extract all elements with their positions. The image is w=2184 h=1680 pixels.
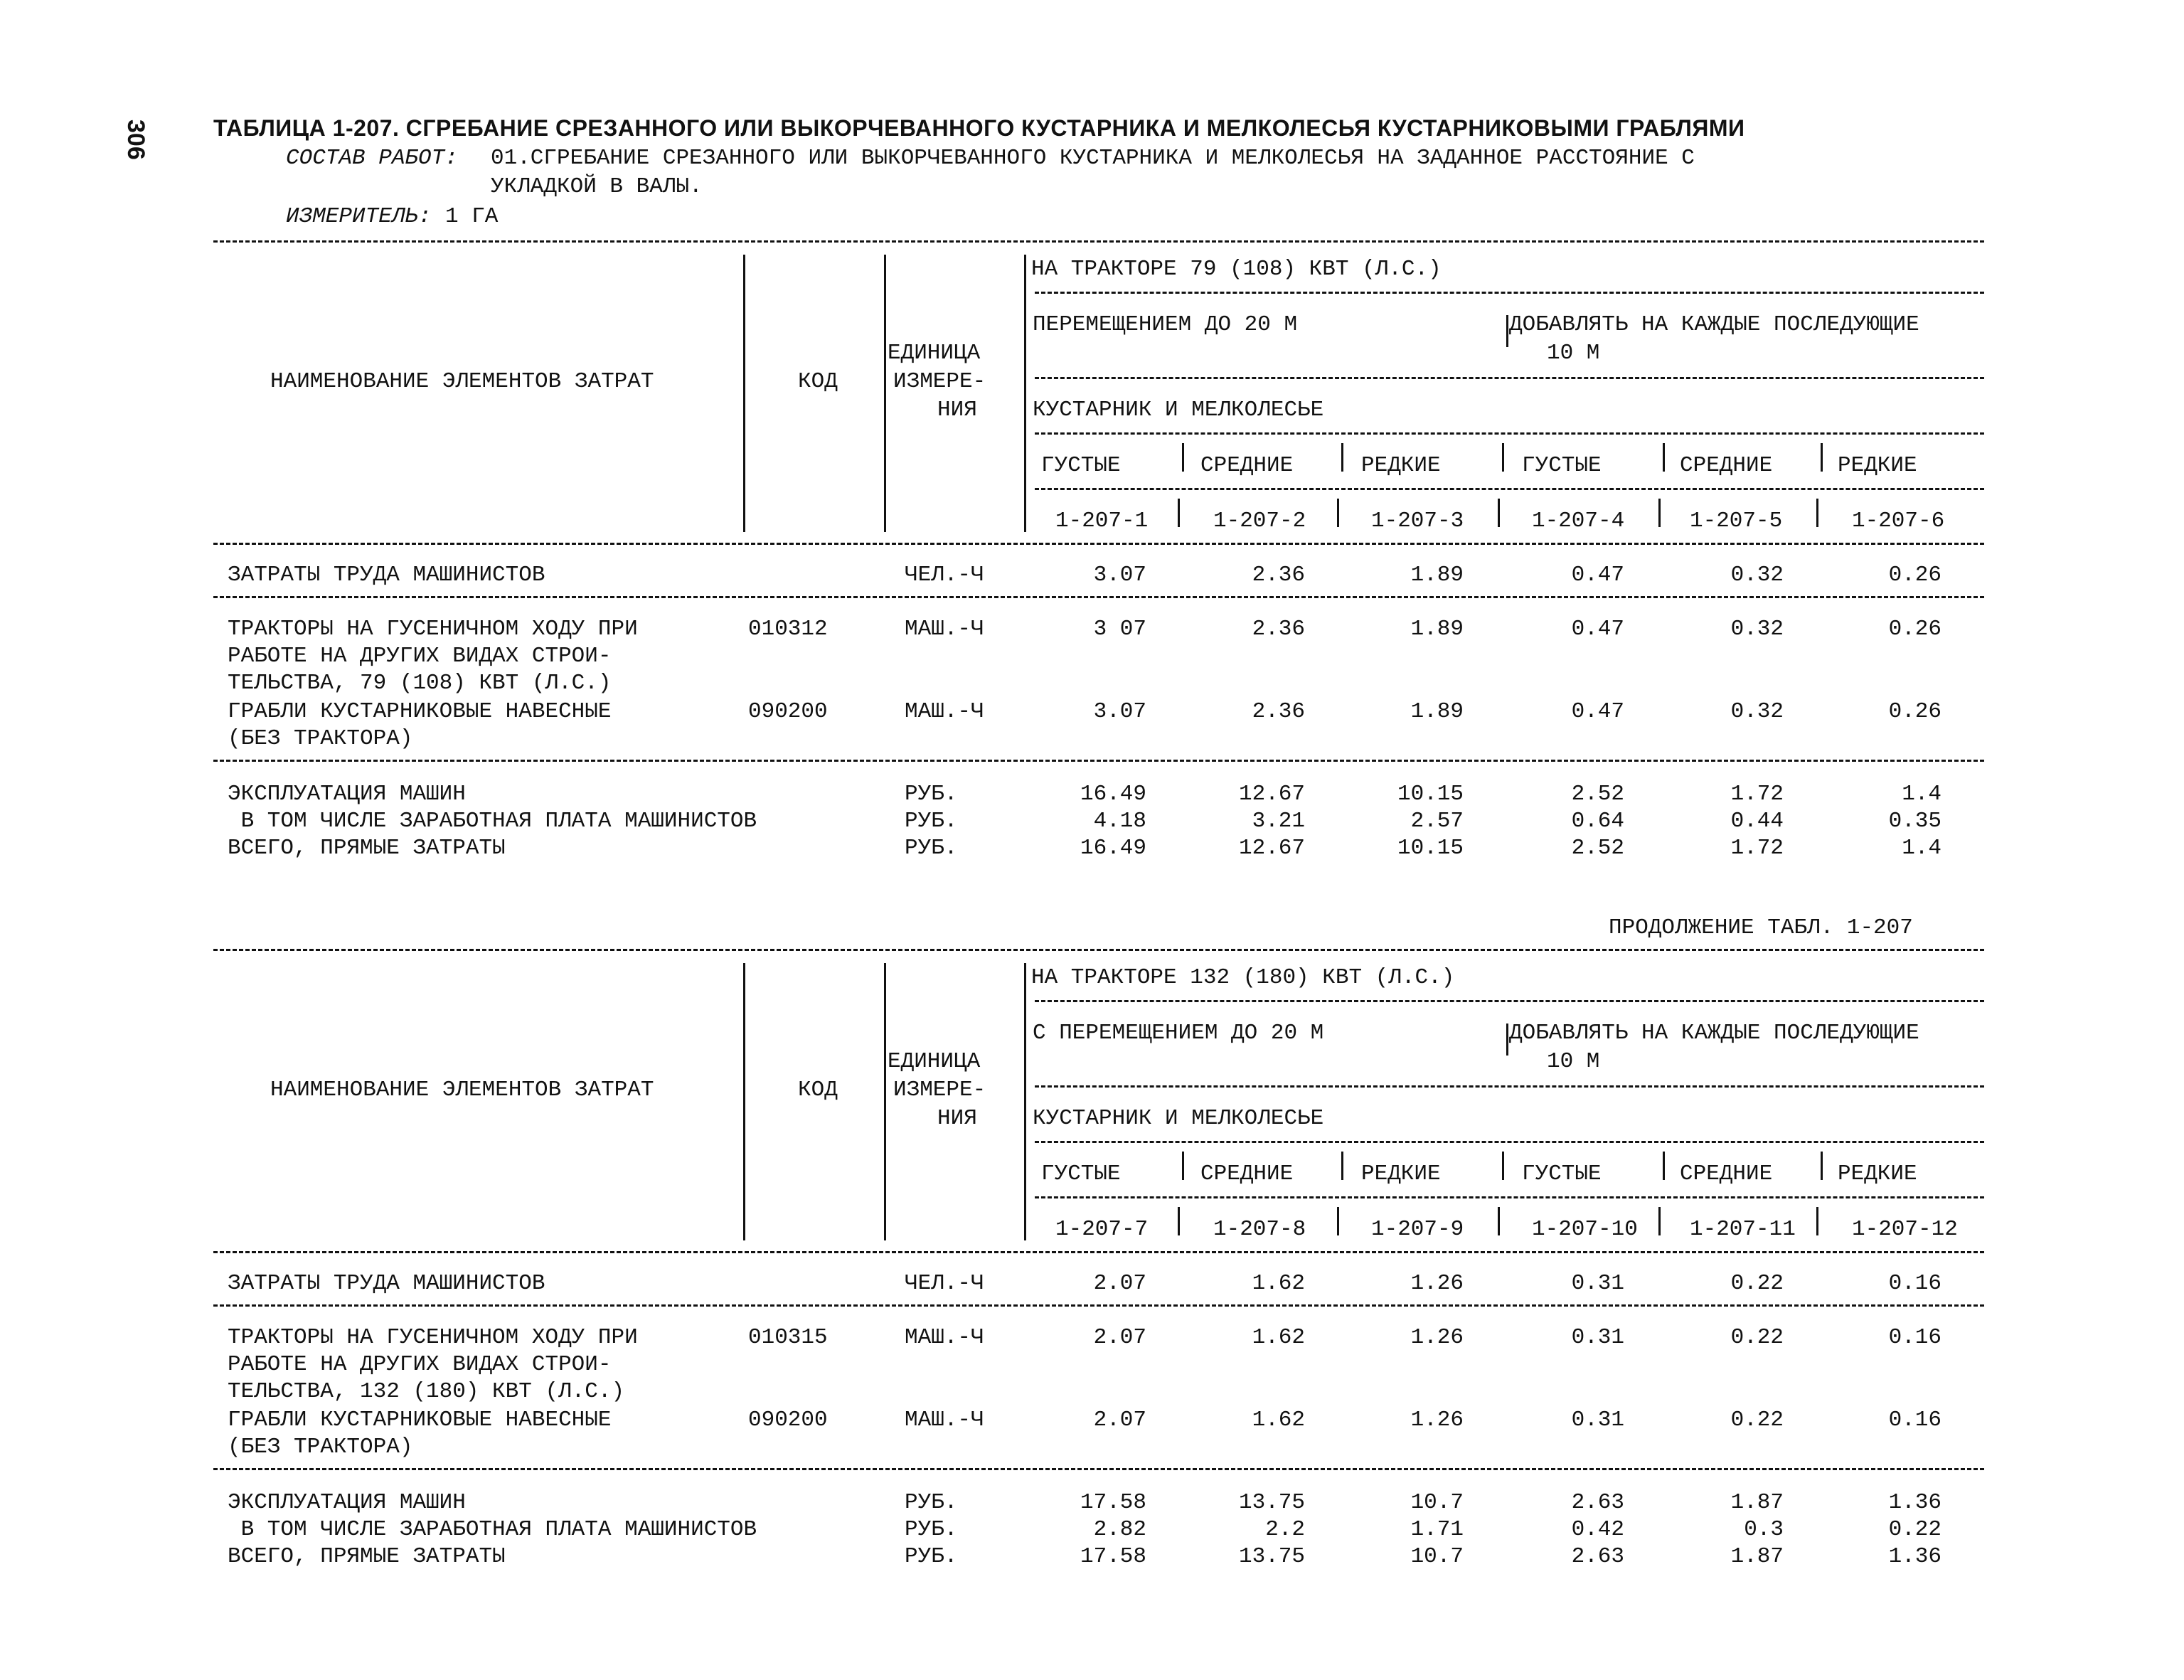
salary-row-name: В ТОМ ЧИСЛЕ ЗАРАБОТНАЯ ПЛАТА МАШИНИСТОВ (228, 1517, 757, 1542)
total-row-name: ВСЕГО, ПРЯМЫЕ ЗАТРАТЫ (228, 836, 506, 861)
tractor-header: НА ТРАКТОРЕ 79 (108) КВТ (Л.С.) (1031, 257, 1442, 282)
rakes-row-value: 0.32 (1730, 699, 1784, 724)
labor-row-value: 0.32 (1730, 563, 1784, 588)
salary-row-value: 2.2 (1265, 1517, 1305, 1542)
total-row-value: 1.87 (1730, 1544, 1784, 1569)
salary-row-value: 3.21 (1252, 809, 1305, 834)
rakes-row-unit: МАШ.-Ч (905, 1408, 984, 1432)
labor-row-value: 2.36 (1252, 563, 1305, 588)
density-header: ГУСТЫЕ (1522, 453, 1602, 478)
density-header: СРЕДНИЕ (1200, 453, 1294, 478)
rakes-row-value: 1.62 (1252, 1408, 1305, 1432)
tractors-row-name: РАБОТЕ НА ДРУГИХ ВИДАХ СТРОИ- (228, 1352, 612, 1377)
rate-code: 1-207-6 (1852, 509, 1945, 533)
tractors-row-name: ТРАКТОРЫ НА ГУСЕНИЧНОМ ХОДУ ПРИ (228, 1325, 638, 1350)
header-bottom-rule (213, 1251, 1984, 1253)
exploitation-row-unit: РУБ. (905, 782, 958, 807)
total-row-value: 10.7 (1410, 1544, 1464, 1569)
total-row-unit: РУБ. (905, 836, 958, 861)
unit-header-1: ЕДИНИЦА (888, 341, 981, 366)
total-row-value: 17.58 (1080, 1544, 1146, 1569)
total-row-value: 12.67 (1238, 836, 1305, 861)
tractors-row-value: 0.22 (1730, 1325, 1784, 1350)
exploitation-row-name: ЭКСПЛУАТАЦИЯ МАШИН (228, 782, 466, 807)
unit-header-1: ЕДИНИЦА (888, 1049, 981, 1074)
total-row-value: 13.75 (1238, 1544, 1305, 1569)
row-rule (213, 1468, 1984, 1470)
density-header: СРЕДНИЕ (1680, 1161, 1773, 1186)
rakes-row-name: (БЕЗ ТРАКТОРА) (228, 726, 413, 751)
rakes-row-value: 3.07 (1093, 699, 1146, 724)
add-header-2: 10 М (1547, 341, 1600, 366)
exploitation-row-value: 17.58 (1080, 1490, 1146, 1515)
labor-row-value: 3.07 (1093, 563, 1146, 588)
tractors-row-value: 0.47 (1571, 617, 1624, 642)
exploitation-row-value: 12.67 (1238, 782, 1305, 807)
col-rule-code (884, 963, 886, 1240)
col-rule-sub (1502, 1152, 1504, 1180)
rakes-row-value: 0.31 (1571, 1408, 1624, 1432)
tractors-row-code: 010312 (748, 617, 828, 642)
salary-row-value: 0.3 (1744, 1517, 1784, 1542)
sub-rule (1035, 1141, 1984, 1143)
rate-code: 1-207-5 (1690, 509, 1783, 533)
tractors-row-unit: МАШ.-Ч (905, 1325, 984, 1350)
rate-code: 1-207-9 (1371, 1217, 1464, 1242)
unit-header-3: НИЯ (937, 398, 977, 422)
tractors-row-name: ТЕЛЬСТВА, 132 (180) КВТ (Л.С.) (228, 1379, 625, 1404)
salary-row-value: 0.64 (1571, 809, 1624, 834)
exploitation-row-value: 16.49 (1080, 782, 1146, 807)
labor-row-value: 1.26 (1410, 1271, 1464, 1296)
col-rule-sub (1663, 1152, 1665, 1180)
exploitation-row-value: 2.63 (1571, 1490, 1624, 1515)
col-rule-sub (1821, 1152, 1823, 1180)
salary-row-value: 0.44 (1730, 809, 1784, 834)
tractors-row-unit: МАШ.-Ч (905, 617, 984, 642)
exploitation-row-value: 1.87 (1730, 1490, 1784, 1515)
unit-header-2: ИЗМЕРЕ- (893, 1078, 986, 1102)
shrub-header: КУСТАРНИК И МЕЛКОЛЕСЬЕ (1033, 1106, 1324, 1131)
col-rule-sub (1182, 1152, 1184, 1180)
labor-row-unit: ЧЕЛ.-Ч (905, 1271, 984, 1296)
total-row-value: 1.72 (1730, 836, 1784, 861)
labor-row-value: 0.22 (1730, 1271, 1784, 1296)
rakes-row-name: ГРАБЛИ КУСТАРНИКОВЫЕ НАВЕСНЫЕ (228, 1408, 612, 1432)
total-row-unit: РУБ. (905, 1544, 958, 1569)
move-header: ПЕРЕМЕЩЕНИЕМ ДО 20 М (1033, 312, 1298, 337)
rakes-row-name: ГРАБЛИ КУСТАРНИКОВЫЕ НАВЕСНЫЕ (228, 699, 612, 724)
total-row-name: ВСЕГО, ПРЯМЫЕ ЗАТРАТЫ (228, 1544, 506, 1569)
exploitation-row-value: 10.7 (1410, 1490, 1464, 1515)
labor-row-value: 0.16 (1888, 1271, 1941, 1296)
add-header-1: ДОБАВЛЯТЬ НА КАЖДЫЕ ПОСЛЕДУЮЩИЕ (1509, 1021, 1919, 1046)
rakes-row-value: 1.26 (1410, 1408, 1464, 1432)
exploitation-row-value: 1.72 (1730, 782, 1784, 807)
exploitation-row-value: 2.52 (1571, 782, 1624, 807)
tractor-header: НА ТРАКТОРЕ 132 (180) КВТ (Л.С.) (1031, 965, 1455, 990)
total-row-value: 16.49 (1080, 836, 1146, 861)
rate-code: 1-207-7 (1055, 1217, 1149, 1242)
code-header: КОД (798, 369, 838, 394)
meter-value: 1 ГА (445, 204, 499, 229)
composition-text-2: УКЛАДКОЙ В ВАЛЫ. (491, 174, 703, 199)
density-header: СРЕДНИЕ (1200, 1161, 1294, 1186)
col-rule-code-sub (1178, 1207, 1180, 1235)
exploitation-row-value: 1.4 (1902, 782, 1941, 807)
rakes-row-code: 090200 (748, 699, 828, 724)
composition-text: 01.СГРЕБАНИЕ СРЕЗАННОГО ИЛИ ВЫКОРЧЕВАННОГО КУСТАРНИКА И МЕЛКОЛЕСЬЯ НА ЗАДАННОЕ РАССТОЯНИЕ С (491, 146, 1695, 171)
rakes-row-unit: МАШ.-Ч (905, 699, 984, 724)
tractors-row-value: 0.26 (1888, 617, 1941, 642)
rakes-row-code: 090200 (748, 1408, 828, 1432)
tractors-row-value: 2.36 (1252, 617, 1305, 642)
table-title: ТАБЛИЦА 1-207. СГРЕБАНИЕ СРЕЗАННОГО ИЛИ ВЫКОРЧЕВАННОГО КУСТАРНИКА И МЕЛКОЛЕСЬЯ КУСТАРНИКОВЫМИ ГРАБЛЯМИ (213, 115, 1745, 141)
salary-row-unit: РУБ. (905, 1517, 958, 1542)
total-row-value: 10.15 (1397, 836, 1464, 861)
tractors-row-value: 3 07 (1093, 617, 1146, 642)
unit-header-2: ИЗМЕРЕ- (893, 369, 986, 394)
tractors-row-value: 0.31 (1571, 1325, 1624, 1350)
exploitation-row-name: ЭКСПЛУАТАЦИЯ МАШИН (228, 1490, 466, 1515)
rate-code: 1-207-11 (1690, 1217, 1796, 1242)
density-header: ГУСТЫЕ (1041, 453, 1121, 478)
rakes-row-value: 0.16 (1888, 1408, 1941, 1432)
tractors-row-name: ТРАКТОРЫ НА ГУСЕНИЧНОМ ХОДУ ПРИ (228, 617, 638, 642)
rate-code: 1-207-4 (1532, 509, 1625, 533)
sub-rule (1035, 1085, 1984, 1088)
total-row-value: 1.4 (1902, 836, 1941, 861)
rakes-row-value: 0.47 (1571, 699, 1624, 724)
page-number: 306 (122, 119, 149, 160)
rakes-row-value: 1.89 (1410, 699, 1464, 724)
density-header: СРЕДНИЕ (1680, 453, 1773, 478)
tractors-row-value: 2.07 (1093, 1325, 1146, 1350)
rate-code: 1-207-1 (1055, 509, 1149, 533)
labor-row-name: ЗАТРАТЫ ТРУДА МАШИНИСТОВ (228, 563, 545, 588)
density-header: РЕДКИЕ (1838, 1161, 1917, 1186)
composition-label: СОСТАВ РАБОТ: (286, 146, 458, 171)
labor-row-value: 1.62 (1252, 1271, 1305, 1296)
rakes-row-name: (БЕЗ ТРАКТОРА) (228, 1435, 413, 1460)
total-row-value: 2.52 (1571, 836, 1624, 861)
sub-rule (1035, 1196, 1984, 1198)
rate-code: 1-207-10 (1532, 1217, 1638, 1242)
labor-row-value: 0.31 (1571, 1271, 1624, 1296)
add-header-2: 10 М (1547, 1049, 1600, 1074)
col-rule-name (743, 963, 745, 1240)
tractors-row-value: 0.16 (1888, 1325, 1941, 1350)
col-rule-add (1506, 1024, 1508, 1056)
tractors-row-name: РАБОТЕ НА ДРУГИХ ВИДАХ СТРОИ- (228, 644, 612, 669)
tractors-row-value: 1.62 (1252, 1325, 1305, 1350)
code-header: КОД (798, 1078, 838, 1102)
tractors-row-name: ТЕЛЬСТВА, 79 (108) КВТ (Л.С.) (228, 671, 612, 696)
salary-row-value: 2.82 (1093, 1517, 1146, 1542)
name-header: НАИМЕНОВАНИЕ ЭЛЕМЕНТОВ ЗАТРАТ (270, 1078, 654, 1102)
salary-row-unit: РУБ. (905, 809, 958, 834)
col-rule-code-sub (1337, 1207, 1339, 1235)
density-header: РЕДКИЕ (1838, 453, 1917, 478)
continuation-label: ПРОДОЛЖЕНИЕ ТАБЛ. 1-207 (1609, 915, 1913, 940)
row-rule (213, 1304, 1984, 1307)
density-header: ГУСТЫЕ (1041, 1161, 1121, 1186)
exploitation-row-unit: РУБ. (905, 1490, 958, 1515)
rakes-row-value: 0.22 (1730, 1408, 1784, 1432)
move-header: С ПЕРЕМЕЩЕНИЕМ ДО 20 М (1033, 1021, 1324, 1046)
density-header: РЕДКИЕ (1361, 1161, 1441, 1186)
labor-row-value: 1.89 (1410, 563, 1464, 588)
shrub-header: КУСТАРНИК И МЕЛКОЛЕСЬЕ (1033, 398, 1324, 422)
exploitation-row-value: 10.15 (1397, 782, 1464, 807)
rakes-row-value: 0.26 (1888, 699, 1941, 724)
tractors-row-value: 0.32 (1730, 617, 1784, 642)
rate-code: 1-207-8 (1213, 1217, 1306, 1242)
rate-code: 1-207-12 (1852, 1217, 1958, 1242)
col-rule-code-sub (1498, 1207, 1500, 1235)
rakes-row-value: 2.07 (1093, 1408, 1146, 1432)
name-header: НАИМЕНОВАНИЕ ЭЛЕМЕНТОВ ЗАТРАТ (270, 369, 654, 394)
total-row-value: 2.63 (1571, 1544, 1624, 1569)
rate-code: 1-207-3 (1371, 509, 1464, 533)
unit-header-3: НИЯ (937, 1106, 977, 1131)
col-rule-sub (1341, 1152, 1343, 1180)
salary-row-name: В ТОМ ЧИСЛЕ ЗАРАБОТНАЯ ПЛАТА МАШИНИСТОВ (228, 809, 757, 834)
labor-row-value: 0.26 (1888, 563, 1941, 588)
salary-row-value: 0.35 (1888, 809, 1941, 834)
exploitation-row-value: 13.75 (1238, 1490, 1305, 1515)
salary-row-value: 4.18 (1093, 809, 1146, 834)
labor-row-unit: ЧЕЛ.-Ч (905, 563, 984, 588)
total-row-value: 1.36 (1888, 1544, 1941, 1569)
salary-row-value: 2.57 (1410, 809, 1464, 834)
tractors-row-value: 1.26 (1410, 1325, 1464, 1350)
density-header: ГУСТЫЕ (1522, 1161, 1602, 1186)
rate-code: 1-207-2 (1213, 509, 1306, 533)
rakes-row-value: 2.36 (1252, 699, 1305, 724)
col-rule-unit (1024, 963, 1026, 1240)
sub-rule (1035, 1000, 1984, 1002)
add-header-1: ДОБАВЛЯТЬ НА КАЖДЫЕ ПОСЛЕДУЮЩИЕ (1509, 312, 1919, 337)
labor-row-value: 0.47 (1571, 563, 1624, 588)
meter-label: ИЗМЕРИТЕЛЬ: (286, 204, 432, 229)
exploitation-row-value: 1.36 (1888, 1490, 1941, 1515)
salary-row-value: 0.42 (1571, 1517, 1624, 1542)
col-rule-code-sub (1816, 1207, 1818, 1235)
header-top-rule (213, 949, 1984, 951)
tractors-row-value: 1.89 (1410, 617, 1464, 642)
tractors-row-code: 010315 (748, 1325, 828, 1350)
labor-row-name: ЗАТРАТЫ ТРУДА МАШИНИСТОВ (228, 1271, 545, 1296)
salary-row-value: 1.71 (1410, 1517, 1464, 1542)
density-header: РЕДКИЕ (1361, 453, 1441, 478)
salary-row-value: 0.22 (1888, 1517, 1941, 1542)
labor-row-value: 2.07 (1093, 1271, 1146, 1296)
col-rule-code-sub (1658, 1207, 1661, 1235)
